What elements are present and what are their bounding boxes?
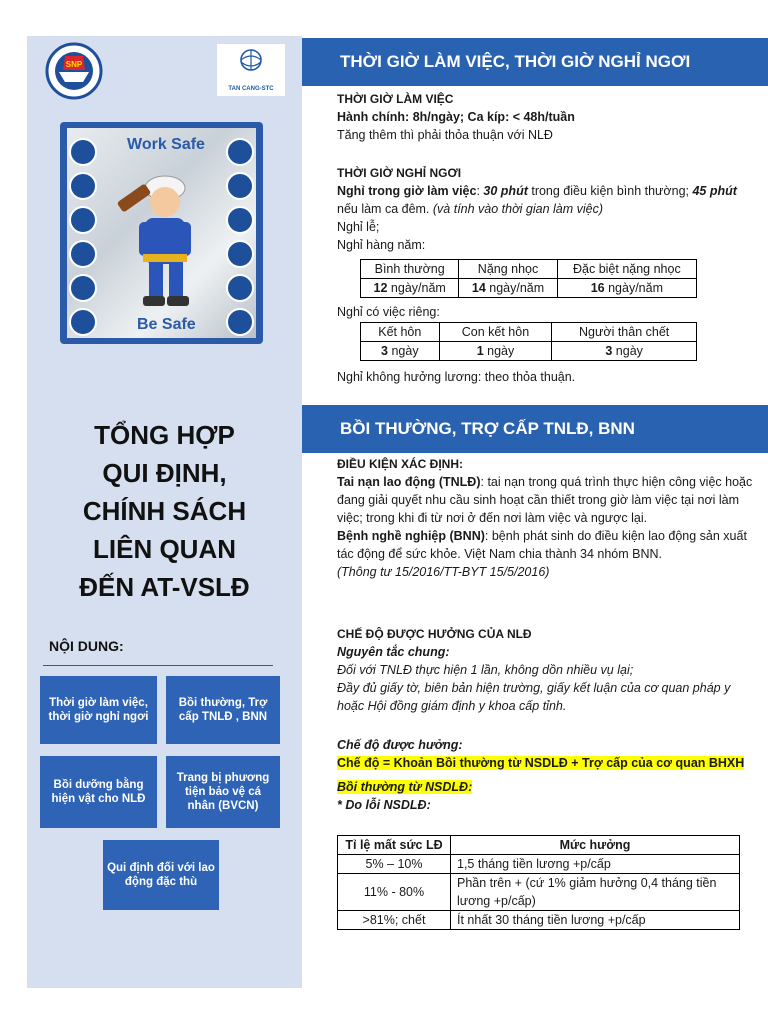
nav-work-rest-button[interactable]: Thời giờ làm việc, thời giờ nghỉ ngơi <box>40 676 157 744</box>
table-row <box>361 260 697 279</box>
bnn-label: Bệnh nghề nghiệp (BNN) <box>337 529 485 543</box>
rest-text-c: trong điều kiện bình thường; <box>527 184 693 198</box>
tancang-logo <box>217 44 285 96</box>
safety-poster <box>60 122 263 344</box>
annual-leave-table <box>360 259 697 298</box>
snp-logo-icon <box>45 42 103 100</box>
compensation-table <box>337 835 740 930</box>
table-row <box>338 874 740 911</box>
leave-unit: ngày/năm <box>604 281 663 295</box>
table-cell <box>439 342 552 361</box>
left-sidebar <box>27 36 302 988</box>
nav-compensation-button[interactable]: Bồi thường, Trợ cấp TNLĐ , BNN <box>166 676 280 744</box>
table-header-cell: Bình thường <box>361 260 459 279</box>
table-header-cell: Đặc biệt nặng nhọc <box>557 260 696 279</box>
faceshield-icon <box>226 274 254 302</box>
principle-label: Nguyên tắc chung: <box>337 645 450 659</box>
table-row <box>361 279 697 298</box>
entitled-formula: Chế độ = Khoản Bồi thường từ NSDLĐ + Trợ cấp của cơ quan BHXH <box>337 756 745 770</box>
coverall-icon <box>69 206 97 234</box>
rest-heading: THỜI GIỜ NGHỈ NGƠI <box>337 166 462 180</box>
poster-bottom-text: Be Safe <box>137 316 196 333</box>
table-cell: >81%; chết <box>338 911 451 930</box>
table-row <box>338 836 740 855</box>
work-hours-rule: Hành chính: 8h/ngày; Ca kíp: < 48h/tuần <box>337 110 575 124</box>
table-cell: 1,5 tháng tiền lương +p/cấp <box>451 855 740 874</box>
main-title-line: CHÍNH SÁCH <box>82 496 247 526</box>
gloves-icon <box>69 240 97 268</box>
table-cell <box>361 342 440 361</box>
tnld-label: Tai nạn lao động (TNLĐ) <box>337 475 481 489</box>
leave-unit: ngày <box>483 344 515 358</box>
rest-45-min: 45 phút <box>692 184 737 198</box>
rest-in-work-label: Nghỉ trong giờ làm việc <box>337 184 477 198</box>
table-cell <box>459 279 557 298</box>
leave-unit: ngày/năm <box>485 281 545 295</box>
personal-leave-table <box>360 322 697 361</box>
main-title <box>27 416 302 606</box>
harness-icon <box>69 308 97 336</box>
vest-icon <box>69 172 97 200</box>
leave-days-number: 16 <box>590 281 605 295</box>
work-hours-heading: THỜI GIỜ LÀM VIỆC <box>337 92 454 106</box>
unpaid-leave-text: Nghỉ không hưởng lương: theo thỏa thuận. <box>337 370 576 384</box>
boots-icon <box>69 274 97 302</box>
rest-block <box>337 164 757 254</box>
walkway-icon <box>226 308 254 336</box>
principle-item: Đối với TNLĐ thực hiện 1 lần, không dồn nhiều vụ lại; <box>337 663 634 677</box>
main-title-line: ĐẾN AT-VSLĐ <box>79 572 250 602</box>
fault-label: * Do lỗi NSDLĐ: <box>337 798 431 812</box>
respirator-icon <box>226 206 254 234</box>
worker-illustration-icon <box>107 162 217 312</box>
nav-ppe-button[interactable]: Trang bị phương tiện bảo vệ cá nhân (BVCN) <box>166 756 280 828</box>
goggles-icon <box>226 138 254 166</box>
leave-days-number: 3 <box>605 344 613 358</box>
rest-text-e: nếu làm ca đêm. <box>337 202 433 216</box>
table-cell <box>361 279 459 298</box>
bnn-text: : bệnh phát sinh do điều kiện lao động sản xuất tác động để sức khỏe. Việt Nam chia thành 34 nhóm BNN. <box>337 529 747 561</box>
main-title-line: QUI ĐỊNH, <box>102 458 227 488</box>
entitlement-block <box>337 736 757 814</box>
mask-icon <box>226 240 254 268</box>
rest-text-a: : <box>476 184 484 198</box>
conditions-block <box>337 455 757 581</box>
table-header-cell: Nặng nhọc <box>459 260 557 279</box>
tnld-text: : tai nạn trong quá trình thực hiện công việc hoặc đang giải quyết nhu cầu sinh hoạt cần thiết trong giờ làm việc tại nơi làm việc; trong khi đi từ nơi ở đến nơi làm việc và ngược lại. <box>337 475 753 525</box>
entitled-label: Chế độ được hưởng: <box>337 738 463 752</box>
nav-special-labor-button[interactable]: Qui định đối với lao động đặc thù <box>103 840 219 910</box>
work-hours-block <box>337 90 757 144</box>
table-cell: Ít nhất 30 tháng tiền lương +p/cấp <box>451 911 740 930</box>
bnn-reference: (Thông tư 15/2016/TT-BYT 15/5/2016) <box>337 565 550 579</box>
contents-heading: NỘI DUNG: <box>49 638 124 654</box>
poster-panel <box>67 128 256 338</box>
table-cell: 11% - 80% <box>338 874 451 911</box>
table-header-cell: Kết hôn <box>361 323 440 342</box>
table-header-cell: Tỉ lệ mất sức LĐ <box>338 836 451 855</box>
globe-icon <box>239 48 263 74</box>
benefits-heading: CHẾ ĐỘ ĐƯỢC HƯỞNG CỦA NLĐ <box>337 627 532 641</box>
conditions-heading: ĐIỀU KIỆN XÁC ĐỊNH: <box>337 457 464 471</box>
comp-label-line <box>337 778 757 796</box>
contents-divider <box>43 665 273 666</box>
tnld-paragraph <box>337 473 757 527</box>
table-row <box>361 323 697 342</box>
rest-30-min: 30 phút <box>483 184 528 198</box>
rest-in-work-paragraph <box>337 182 757 218</box>
table-cell: Phần trên + (cứ 1% giảm hưởng 0,4 tháng tiền lương +p/cấp) <box>451 874 740 911</box>
benefits-block <box>337 625 757 715</box>
section-work-rest-header: THỜI GIỜ LÀM VIỆC, THỜI GIỜ NGHỈ NGƠI <box>302 38 768 86</box>
table-row <box>338 911 740 930</box>
table-cell: 5% – 10% <box>338 855 451 874</box>
table-row <box>338 855 740 874</box>
nav-in-kind-allowance-button[interactable]: Bồi dưỡng bằng hiện vật cho NLĐ <box>40 756 157 828</box>
work-hours-extra: Tăng thêm thì phải thỏa thuận với NLĐ <box>337 128 553 142</box>
bnn-paragraph <box>337 527 757 563</box>
table-cell <box>552 342 697 361</box>
table-header-cell: Người thân chết <box>552 323 697 342</box>
poster-top-text: Work Safe <box>127 136 205 153</box>
entitled-formula-line <box>337 754 757 772</box>
table-header-cell: Mức hưởng <box>451 836 740 855</box>
principle-item: Đầy đủ giấy tờ, biên bản hiện trường, giấy kết luận của cơ quan pháp y hoặc Hội đồng giám định y khoa cấp tỉnh. <box>337 681 731 713</box>
main-title-line: TỔNG HỢP <box>94 420 235 450</box>
section-compensation-header: BỒI THƯỜNG, TRỢ CẤP TNLĐ, BNN <box>302 405 768 453</box>
table-cell <box>557 279 696 298</box>
leave-days-number: 3 <box>381 344 388 358</box>
tancang-logo-text: TAN CANG-STC <box>228 86 274 92</box>
leave-days-number: 12 <box>373 281 388 295</box>
table-row <box>361 342 697 361</box>
leave-unit: ngày/năm <box>387 281 446 295</box>
annual-leave-label: Nghỉ hàng năm: <box>337 238 426 252</box>
earmuffs-icon <box>226 172 254 200</box>
snp-logo-text: SNP <box>65 60 83 69</box>
personal-leave-label: Nghỉ có việc riêng: <box>337 305 440 319</box>
table-header-cell: Con kết hôn <box>439 323 552 342</box>
holiday-text: Nghỉ lễ; <box>337 220 380 234</box>
main-title-line: LIÊN QUAN <box>93 534 236 564</box>
leave-unit: ngày <box>612 344 643 358</box>
compensation-label: Bồi thường từ NSDLĐ: <box>337 780 473 794</box>
leave-days-number: 1 <box>476 344 484 358</box>
leave-days-number: 14 <box>471 281 486 295</box>
leave-unit: ngày <box>387 344 419 358</box>
logo-bar <box>27 36 302 106</box>
hardhat-icon <box>69 138 97 166</box>
rest-note: (và tính vào thời gian làm việc) <box>432 202 604 216</box>
